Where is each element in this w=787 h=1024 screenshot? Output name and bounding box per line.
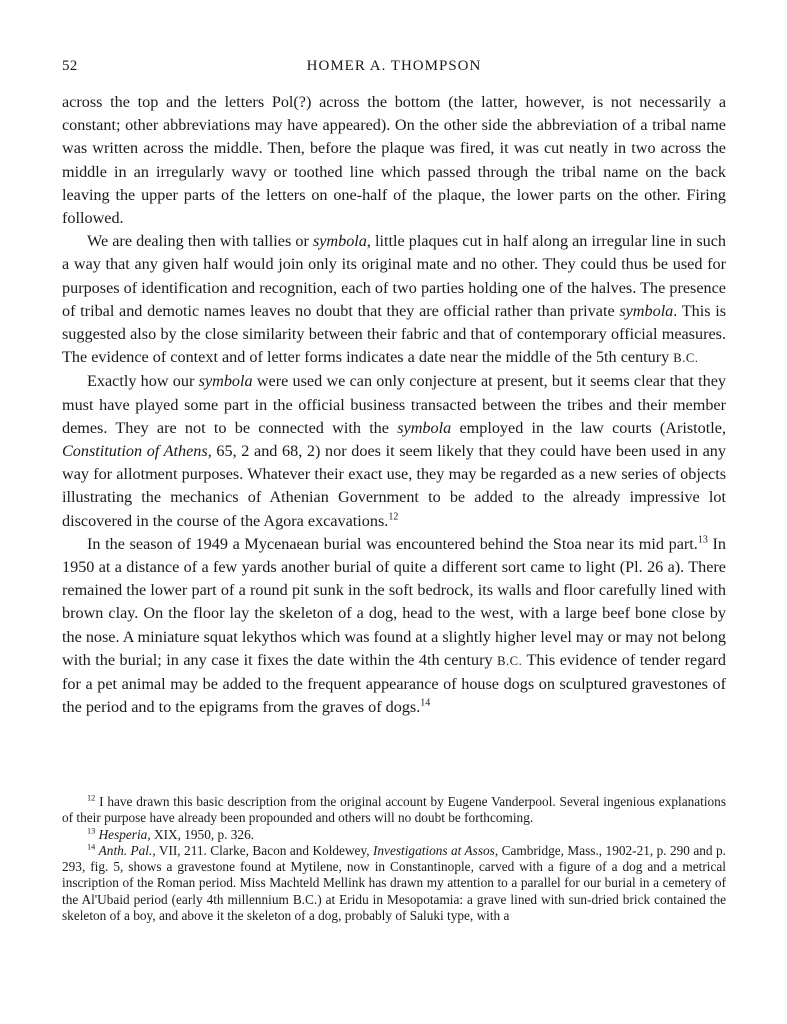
footnote-13-journal: Hesperia [98, 826, 148, 842]
page-number: 52 [62, 58, 78, 74]
running-title: HOMER A. THOMPSON [306, 58, 482, 74]
paragraph-2-term-symbola: symbola [312, 232, 367, 251]
paragraph-2-text-a: We are dealing then with tallies or [87, 232, 313, 251]
footnote-13 [62, 827, 726, 843]
body-text [62, 91, 726, 719]
paragraph-3 [62, 370, 726, 532]
paragraph-3-term-symbola-2: symbola [397, 418, 452, 437]
footnote-14-number: 14 [87, 842, 96, 852]
paragraph-4-text-d: This evidence of tender regard for a pet animal may be added to the frequent appearance of house dogs on sculptured gravestones of the period and to the epigrams from the graves of dogs. [62, 650, 726, 717]
paragraph-4 [62, 533, 726, 720]
paragraph-3-text-g: , 65, 2 and 68, 2) nor does it seem likely that they could have been used in any way for allotment purposes. Whatever their exact use, they may be regarded as a new series of objects illustrating the mechanics of Athenian Government to be added to the already impressive lot discovered in the course of the Agora excavations. [62, 442, 726, 530]
footnote-ref-12[interactable]: 12 [388, 511, 399, 523]
paragraph-3-text-a: Exactly how our [87, 372, 199, 391]
footnote-ref-14[interactable]: 14 [420, 697, 431, 709]
paragraph-2-text-e: . This is suggested also by the close similarity between their fabric and that of contemporary official measures. The evidence of context and of letter forms indicates a date near the middle of the 5th century [62, 301, 726, 367]
footnote-14-source: Anth. Pal. [98, 842, 153, 858]
paragraph-4-text-a: In the season of 1949 a Mycenaean burial was encountered behind the Stoa near its mid part. [87, 534, 698, 553]
footnote-13-text: , XIX, 1950, p. 326. [147, 826, 255, 842]
footnote-14 [62, 843, 726, 924]
paragraph-3-work-title: Constitution of Athens [62, 442, 208, 461]
paragraph-3-term-symbola: symbola [198, 372, 253, 391]
footnote-12-number: 12 [87, 793, 96, 803]
footnote-13-number: 13 [87, 826, 96, 836]
footnotes [62, 794, 726, 924]
paragraph-4-text-b: In 1950 at a distance of a few yards another burial of quite a different sort came to light (Pl. 26 a). There remained the lower part of a round pit sunk in the soft bedrock, its walls and floor carefully lined with brown clay. On the floor lay the skeleton of a dog, head to the west, with a large beef bone close by the nose. A miniature squat lekythos which was found at a slightly higher level may or may not belong with the burial; in any case it fixes the date within the 4th century [62, 534, 727, 669]
paragraph-2-text-c: , little plaques cut in half along an irregular line in such a way that any given half would join only its original mate and no other. They could thus be used for purposes of identification and recognition, each of two parties holding one of the halves. The presence of tribal and demotic names leaves no doubt that they are official rather than private [62, 232, 726, 320]
footnote-12 [62, 794, 726, 827]
paragraph-4-era: B.C. [497, 653, 523, 668]
paragraph-1 [62, 91, 726, 230]
paragraph-3-text-e: employed in the law courts (Aristotle, [451, 418, 726, 437]
footnote-14-text-b: , VII, 211. Clarke, Bacon and Koldewey, [152, 842, 373, 858]
footnote-14-text-d: , Cambridge, Mass., 1902-21, p. 290 and p. 293, fig. 5, shows a gravestone found at Mytilene, now in Constantinople, carved with a figure of a dog and a metrical inscription of the Roman period. Miss Machteld Mellink has drawn my attention to a parallel for our burial in a cemetery of the Al'Ubaid period (early 4th millennium B.C.) at Eridu in Mesopotamia: a grave lined with sun-dried brick contained the skeleton of a boy, and above it the skeleton of a dog, probably of Saluki type, with a [62, 842, 726, 924]
paragraph-2-era: B.C. [673, 351, 699, 366]
paragraph-3-text-c: were used we can only conjecture at present, but it seems clear that they must have played some part in the official business transacted between the tribes and their member demes. They are not to be connected with the [62, 372, 726, 437]
paragraph-2-term-symbola-2: symbola [619, 301, 674, 320]
paragraph-2 [62, 230, 726, 370]
running-header [62, 58, 726, 80]
footnote-12-text: I have drawn this basic description from the original account by Eugene Vanderpool. Several ingenious explanations of their purpose have already been propounded and others will no doubt be forthcoming. [62, 794, 726, 826]
paragraph-1-text: across the top and the letters Pol(?) across the bottom (the latter, however, is not necessarily a constant; other abbreviations may have appeared). On the other side the abbreviation of a tribal name was written across the middle. Then, before the plaque was fired, it was cut neatly in two across the middle in an irregularly wavy or toothed line which passed through the tribal name on the back leaving the upper parts of the letters on one-half of the plaque, the lower parts on the other. Firing followed. [62, 93, 726, 228]
footnote-14-work-title: Investigations at Assos [372, 842, 495, 858]
footnote-ref-13[interactable]: 13 [697, 534, 708, 546]
